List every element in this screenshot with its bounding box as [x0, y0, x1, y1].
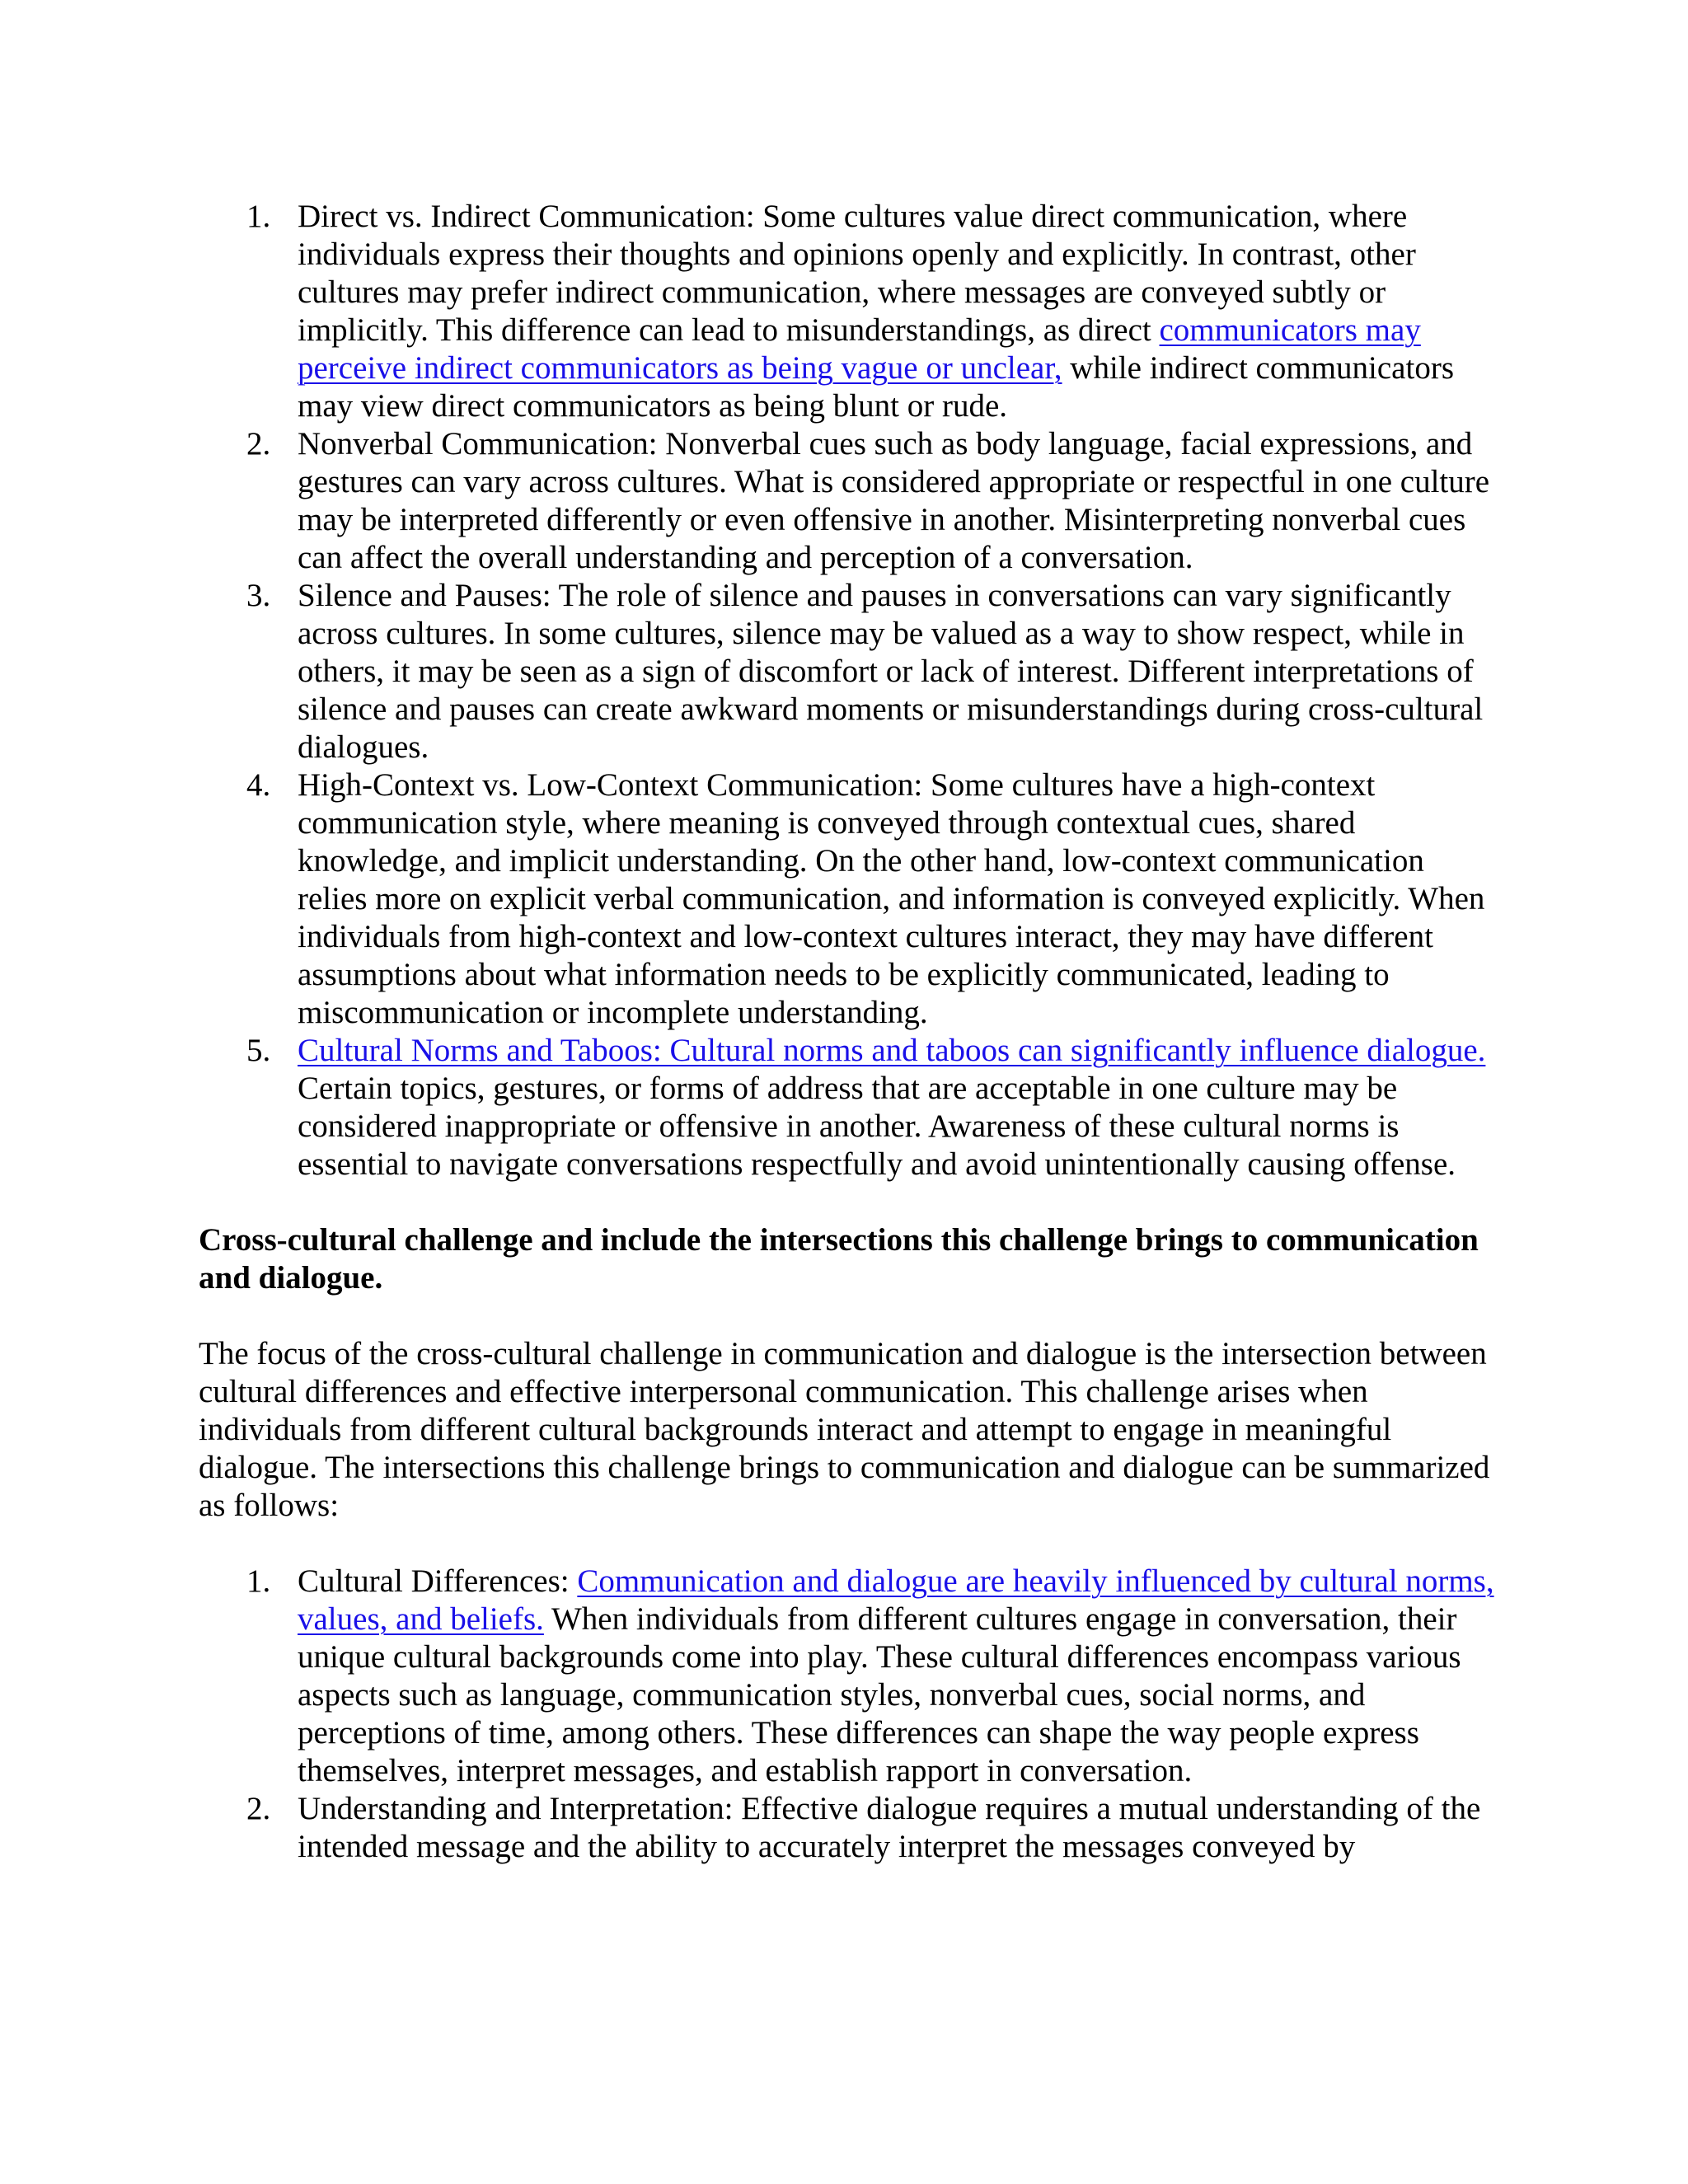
- section-heading: Cross-cultural challenge and include the intersections this challenge brings to communication and dialogue.: [199, 1222, 1479, 1296]
- numbered-list-intersections: [199, 1563, 1501, 1866]
- list-item-text: Direct vs. Indirect Communication: Some cultures value direct communication, where individuals express their thoughts and opinions openly and explicitly. In contrast, other cultures may prefer indirect communication, where messages are conveyed subtly or implicitly. This difference can lead to misunderstandings, as direct: [298, 199, 1416, 348]
- list-item: [199, 1790, 1501, 1866]
- list-item: [199, 577, 1501, 766]
- list-item-text: Understanding and Interpretation: Effective dialogue requires a mutual understanding of the intended message and the ability to accurately interpret the messages conveyed by: [298, 1791, 1481, 1864]
- list-item-text: Silence and Pauses: The role of silence and pauses in conversations can vary significantly across cultures. In some cultures, silence may be valued as a way to show respect, while in others, it may be seen as a sign of discomfort or lack of interest. Different interpretations of silence and pauses can create awkward moments or misunderstandings during cross-cultural dialogues.: [298, 578, 1484, 765]
- list-item-text: Cultural Differences:: [298, 1563, 578, 1599]
- body-paragraph: The focus of the cross-cultural challenge in communication and dialogue is the intersection between cultural differences and effective interpersonal communication. This challenge arises when individuals from different cultural backgrounds interact and attempt to engage in meaningful dialogue. The intersections this challenge brings to communication and dialogue can be summarized as follows:: [199, 1336, 1490, 1523]
- hyperlink[interactable]: Cultural Norms and Taboos: Cultural norms and taboos can significantly influence dialogue.: [298, 1033, 1486, 1068]
- list-number: 3.: [246, 578, 271, 613]
- list-number: 5.: [246, 1033, 271, 1068]
- list-item: [199, 1032, 1501, 1183]
- list-item-text-after: while indirect communicators may view direct communicators as being blunt or rude.: [298, 350, 1454, 424]
- list-item: [199, 425, 1501, 577]
- document-body: [199, 198, 1501, 1866]
- list-item-text: Nonverbal Communication: Nonverbal cues such as body language, facial expressions, and gestures can vary across cultures. What is considered appropriate or respectful in one culture may be interpreted differently or even offensive in another. Misinterpreting nonverbal cues can affect the overall understanding and perception of a conversation.: [298, 426, 1490, 575]
- hyperlink[interactable]: communicators may perceive indirect communicators as being vague or unclear,: [298, 312, 1421, 386]
- list-number: 2.: [246, 426, 271, 462]
- list-item-text-after: When individuals from different cultures engage in conversation, their unique cultural backgrounds come into play. These cultural differences encompass various aspects such as language, communication styles, nonverbal cues, social norms, and perceptions of time, among others. These differences can shape the way people express themselves, interpret messages, and establish rapport in conversation.: [298, 1601, 1461, 1788]
- hyperlink[interactable]: Communication and dialogue are heavily influenced by cultural norms, values, and beliefs.: [298, 1563, 1494, 1637]
- list-number: 2.: [246, 1791, 271, 1826]
- list-number: 1.: [246, 1563, 271, 1599]
- numbered-list-communication-styles: [199, 198, 1501, 1183]
- list-item-text: High-Context vs. Low-Context Communication: Some cultures have a high-context communication style, where meaning is conveyed through contextual cues, shared knowledge, and implicit understanding. On the other hand, low-context communication relies more on explicit verbal communication, and information is conveyed explicitly. When individuals from high-context and low-context cultures interact, they may have different assumptions about what information needs to be explicitly communicated, leading to miscommunication or incomplete understanding.: [298, 767, 1485, 1030]
- list-item-text-after: Certain topics, gestures, or forms of address that are acceptable in one culture may be considered inappropriate or offensive in another. Awareness of these cultural norms is essential to navigate conversations respectfully and avoid unintentionally causing offense.: [298, 1071, 1456, 1182]
- list-item: [199, 766, 1501, 1032]
- list-item: [199, 1563, 1501, 1790]
- list-number: 4.: [246, 767, 271, 803]
- list-item: [199, 198, 1501, 425]
- list-number: 1.: [246, 199, 271, 234]
